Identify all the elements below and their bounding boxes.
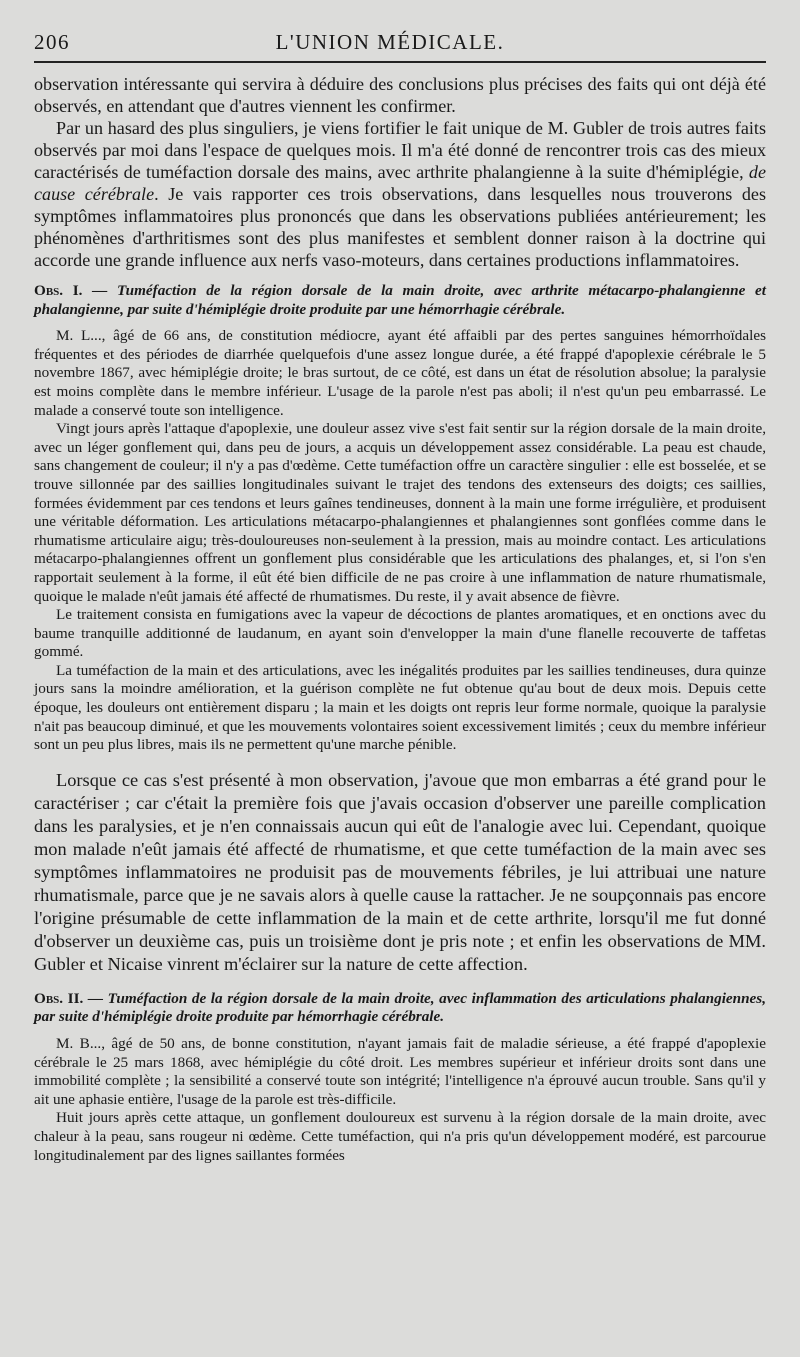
observation-2-paragraph: M. B..., âgé de 50 ans, de bonne constitution, n'ayant jamais fait de maladie sérieuse, a été frappé d'apoplexie cérébrale le 25 mars 1868, avec hémiplégie du côté droit. Les membres supérieur et inférieur droits sont dans une immobilité complète ; la sensibilité a conservé toute son intégrité; l'intelligence n'a éprouvé aucun trouble. Sans qu'il y ait une aphasie entière, l'usage de la parole est très-difficile. — [34, 1035, 766, 1108]
page-header — [34, 30, 766, 55]
observation-1-title: — Tuméfaction de la région dorsale de la main droite, avec arthrite métacarpo-phalangienne et phalangienne, par suite d'hémiplégie droite produite par une hémorrhagie cérébrale. — [34, 282, 766, 318]
intro-paragraph-1: observation intéressante qui servira à déduire des conclusions plus précises des faits qui ont déjà été observés, en attendant que d'autres viennent les confirmer. — [34, 74, 766, 116]
commentary-section — [34, 769, 766, 976]
commentary-paragraph: Lorsque ce cas s'est présenté à mon observation, j'avoue que mon embarras a été grand pour le caractériser ; car c'était la première fois que j'avais occasion d'observer une pareille complication dans les paralysies, et je n'en connaissais aucun qui eût de l'analogie avec lui. Cependant, quoique mon malade n'eût jamais été affecté de rhumatisme, et que cette tuméfaction de la main avec ses symptômes inflammatoires ne produisit pas de mouvements fébriles, je lui attribuai une nature rhumatismale, parce que je ne savais alors à quelle cause la rattacher. Je ne soupçonnais pas encore l'origine présumable de cette inflammation de la main et de cette arthrite, lorsqu'il me fut donné d'observer un deuxième cas, puis un troisième dont je pris note ; et enfin les observations de MM. Gubler et Nicaise vinrent m'éclairer sur la nature de cette affection. — [34, 769, 766, 974]
observation-2-label: Obs. II. — [34, 989, 84, 1007]
intro-paragraph-2-italic: de cause cérébrale — [34, 162, 766, 204]
observation-1-label: Obs. I. — [34, 282, 83, 299]
intro-paragraph-2-part-a: Par un hasard des plus singuliers, je viens fortifier le fait unique de M. Gubler de trois autres faits observés par moi dans l'espace de quelques mois. Il m'a été donné de rencontrer trois cas des mieux caractérisés de tuméfaction dorsale des mains, avec arthrite phalangienne à la suite d'hémiplégie, — [34, 118, 766, 182]
observation-1-paragraph: Vingt jours après l'attaque d'apoplexie, une douleur assez vive s'est fait sentir sur la région dorsale de la main droite, avec un léger gonflement qui, dans peu de jours, a acquis un développement assez considérable. La peau est chaude, sans changement de couleur; il n'y a pas d'œdème. Cette tuméfaction offre un caractère singulier : elle est bosselée, et se trouve sillonnée par des saillies longitudinales suivant le trajet des tendons des extenseurs des doigts; ces saillies, formées évidemment par ces tendons et leurs gaînes tendineuses, donnent à la main une forme irrégulière, et produisent une véritable déformation. Les articulations métacarpo-phalangiennes et phalangiennes sont gonflées comme dans le rhumatisme articulaire aigu; très-douloureuses non-seulement à la pression, mais au moindre contact. Les articulations métacarpo-phalangiennes offrent un gonflement plus considérable que les articulations des phalanges, et, si l'on s'en rapportait seulement à la forme, il eût été bien difficile de ne pas croire à une inflammation de nature rhumatismale, quoique le malade n'eût jamais été affecté de rhumatismes. Du reste, il y avait absence de fièvre. — [34, 420, 766, 605]
intro-paragraph-2-part-b: . Je vais rapporter ces trois observations, dans lesquelles nous trouverons des symptômes inflammatoires plus prononcés que dans les observations publiées antérieurement; les phénomènes d'arthritismes sont des plus manifestes et semblent donner raison à la doctrine qui accorde une grande influence aux nerfs vaso-moteurs, dans certaines productions inflammatoires. — [34, 184, 766, 270]
observation-1-paragraph: La tuméfaction de la main et des articulations, avec les inégalités produites par les saillies tendineuses, dura quinze jours sans la moindre amélioration, et la guérison complète ne fut obtenue qu'au bout de deux mois. Depuis cette époque, les douleurs ont entièrement disparu ; la main et les doigts ont repris leur forme normale, quoique la paralysie n'ait pas beaucoup diminué, et que les mouvements volontaires soient excessivement limités ; ceux du membre inférieur sont un peu plus libres, mais ils ne permettent qu'une marche pénible. — [34, 661, 766, 754]
observation-1-paragraph: Le traitement consista en fumigations avec la vapeur de décoctions de plantes aromatiques, et en onctions avec du baume tranquille additionné de laudanum, en ayant soin d'envelopper la main d'une flanelle recouverte de taffetas gommé. — [34, 606, 766, 661]
observation-1-heading — [34, 282, 766, 319]
observation-2-title: — Tuméfaction de la région dorsale de la main droite, avec inflammation des articulations phalangiennes, par suite d'hémiplégie droite produite par hémorrhagie cérébrale. — [34, 989, 766, 1026]
header-rule — [34, 61, 766, 63]
observation-1 — [34, 282, 766, 755]
observation-2-heading — [34, 990, 766, 1027]
observation-2-paragraph: Huit jours après cette attaque, un gonflement douloureux est survenu à la région dorsale de la main droite, avec chaleur à la peau, sans rougeur ni œdème. Cette tuméfaction, qui n'a pris qu'un développement modéré, est parcourue longitudinalement par des lignes saillantes formées — [34, 1109, 766, 1164]
intro-section — [34, 73, 766, 271]
page-number: 206 — [34, 30, 70, 54]
running-title: L'UNION MÉDICALE. — [275, 30, 505, 54]
observation-1-paragraph: M. L..., âgé de 66 ans, de constitution médiocre, ayant été affaibli par des pertes sanguines hémorrhoïdales fréquentes et des périodes de diarrhée quelquefois d'une assez longue durée, a été frappé d'apoplexie cérébrale le 5 novembre 1867, avec hémiplégie droite; le bras surtout, de ce côté, est dans un état de résolution absolue; la paralysie est moins complète dans le membre inférieur. L'usage de la parole n'est pas aboli; il n'est qu'un peu embarrassé. Le malade a conservé toute son intelligence. — [34, 327, 766, 419]
observation-2 — [34, 990, 766, 1165]
intro-paragraph-2 — [34, 117, 766, 271]
